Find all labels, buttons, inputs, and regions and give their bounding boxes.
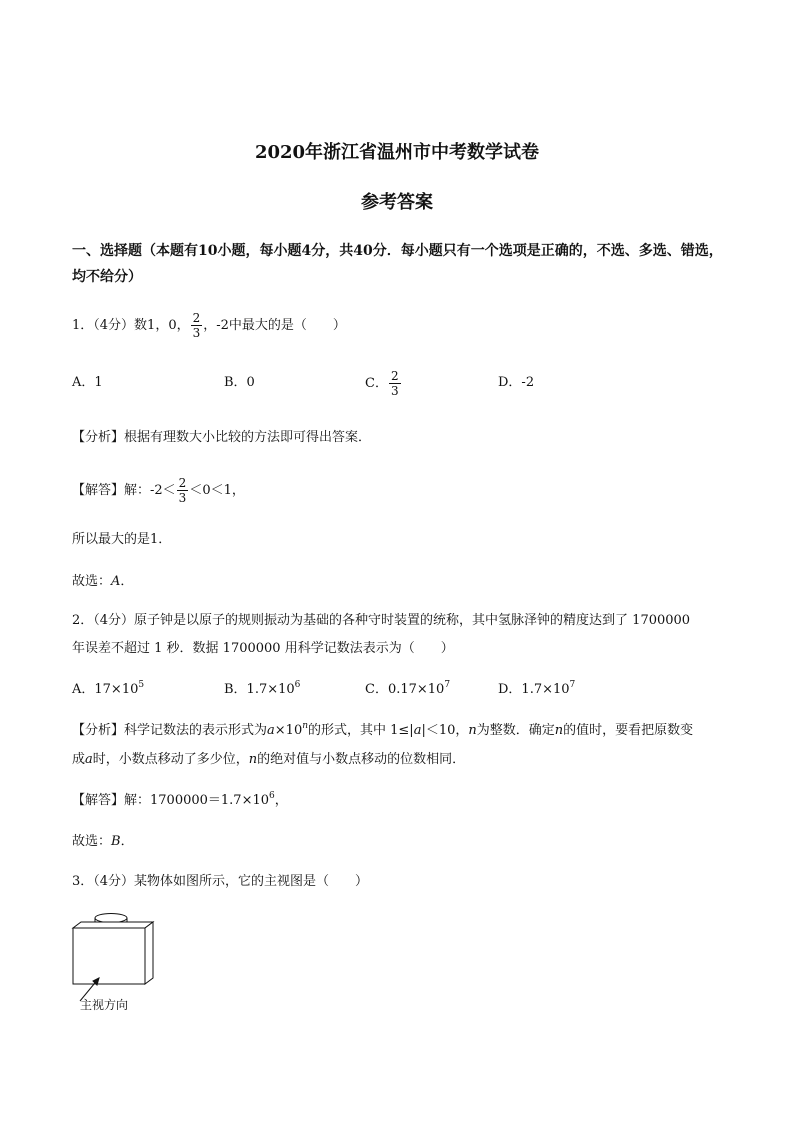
q2-analysis-n2: n: [554, 723, 564, 738]
q2-option-d: [498, 680, 575, 700]
q2-option-c: [365, 680, 450, 700]
q1-analysis: 【分析】根据有理数大小比较的方法即可得出答案．: [72, 430, 372, 445]
q2-option-a-base: A．17×10: [72, 682, 139, 697]
q1-stem-prefix: 1．（4分）数1，0，: [72, 318, 190, 333]
q2-option-b-exp: 6: [294, 680, 301, 690]
q3-figure-caption: 主视方向: [80, 998, 129, 1012]
q2-analysis-times: ×10: [274, 723, 303, 738]
q2-analysis-exp-n: n: [302, 721, 309, 731]
q1-stem-frac-num: 2: [192, 311, 201, 325]
cuboid-shape: [73, 922, 153, 984]
q2-analysis-var-a: a: [267, 723, 275, 738]
q2-analysis-b: 的形式，其中 1≤|: [308, 723, 414, 738]
q1-option-c-label: C．: [365, 376, 388, 391]
q2-option-c-exp: 7: [444, 680, 451, 690]
q1-choice-suffix: ．: [120, 574, 134, 589]
q2-analysis2-b: 时，小数点移动了多少位，: [92, 752, 249, 767]
q2-analysis-abs-a: a: [413, 723, 422, 738]
q1-stem-suffix: ，-2中最大的是（ ）: [203, 318, 346, 333]
q2-choice-prefix: 故选：: [72, 834, 112, 849]
q2-option-d-exp: 7: [569, 680, 576, 690]
q1-stem-fraction: [191, 311, 203, 340]
q1-choice-letter: A: [111, 574, 121, 589]
q2-answer-base: 【解答】解：1700000＝1.7×10: [72, 793, 270, 808]
q1-answer-suffix: ＜0＜1，: [189, 483, 245, 498]
q2-analysis-e: 的值时，要看把原数变: [563, 723, 694, 738]
q2-option-a-exp: 5: [138, 680, 145, 690]
q1-option-b: B．0: [224, 375, 255, 390]
q1-option-c-num: 2: [390, 369, 399, 383]
q2-option-c-base: C．0.17×10: [365, 682, 445, 697]
q1-choice-prefix: 故选：: [72, 574, 112, 589]
q2-analysis-n1: n: [468, 723, 477, 738]
q2-answer-suffix: ，: [274, 793, 288, 808]
q2-analysis-line-2: [72, 750, 465, 770]
section-heading: 一、选择题（本题有10小题，每小题4分，共40分．每小题只有一个选项是正确的，不选、多选、错选，均不给分）: [72, 243, 723, 285]
q1-answer-prefix: 【解答】解：-2＜: [72, 483, 176, 498]
q2-answer-exp: 6: [269, 791, 275, 801]
q1-option-c-den: 3: [390, 384, 399, 398]
q2-choice-letter: B: [111, 834, 121, 849]
q1-option-d: D．-2: [498, 375, 535, 390]
q2-option-d-base: D．1.7×10: [498, 682, 570, 697]
q2-analysis-a: 【分析】科学记数法的表示形式为: [72, 723, 268, 738]
q2-stem-line-2: 年误差不超过 1 秒．数据 1700000 用科学记数法表示为（ ）: [72, 641, 454, 656]
q2-analysis-d: 为整数．确定: [476, 723, 555, 738]
q1-option-a: A．1: [72, 375, 103, 390]
q2-analysis2-a: 成: [72, 752, 86, 767]
q1-choice: [72, 572, 133, 592]
q2-option-b-base: B．1.7×10: [224, 682, 295, 697]
q2-choice: [72, 832, 134, 852]
question-1-stem: [72, 311, 346, 340]
q2-option-b: [224, 680, 300, 700]
q1-answer-num: 2: [178, 476, 187, 490]
q1-answer-den: 3: [178, 491, 187, 505]
q1-option-c: [365, 369, 402, 398]
q2-stem-line-1: 2．（4分）原子钟是以原子的规则振动为基础的各种守时装置的统称，其中氢脉泽钟的精度达到了 1700000: [72, 613, 691, 628]
q1-answer: [72, 476, 245, 505]
q1-stem-frac-den: 3: [192, 326, 201, 340]
q1-conclusion: 所以最大的是1．: [72, 532, 172, 547]
q1-answer-fraction: [177, 476, 189, 505]
q2-analysis-c: |＜10，: [421, 723, 469, 738]
document-subtitle: 参考答案: [361, 192, 433, 213]
q2-analysis2-var: a: [85, 752, 93, 767]
q2-analysis2-c: 的绝对值与小数点移动的位数相同．: [257, 752, 466, 767]
q2-analysis-line-1: [72, 721, 693, 741]
q2-answer: [72, 791, 288, 811]
q2-option-a: [72, 680, 144, 700]
document-title: 2020年浙江省温州市中考数学试卷: [254, 142, 540, 163]
q1-option-c-fraction: [389, 369, 401, 398]
q3-stem: 3．（4分）某物体如图所示，它的主视图是（ ）: [72, 874, 369, 889]
q2-choice-suffix: ．: [120, 834, 134, 849]
q2-analysis2-n: n: [248, 752, 258, 767]
